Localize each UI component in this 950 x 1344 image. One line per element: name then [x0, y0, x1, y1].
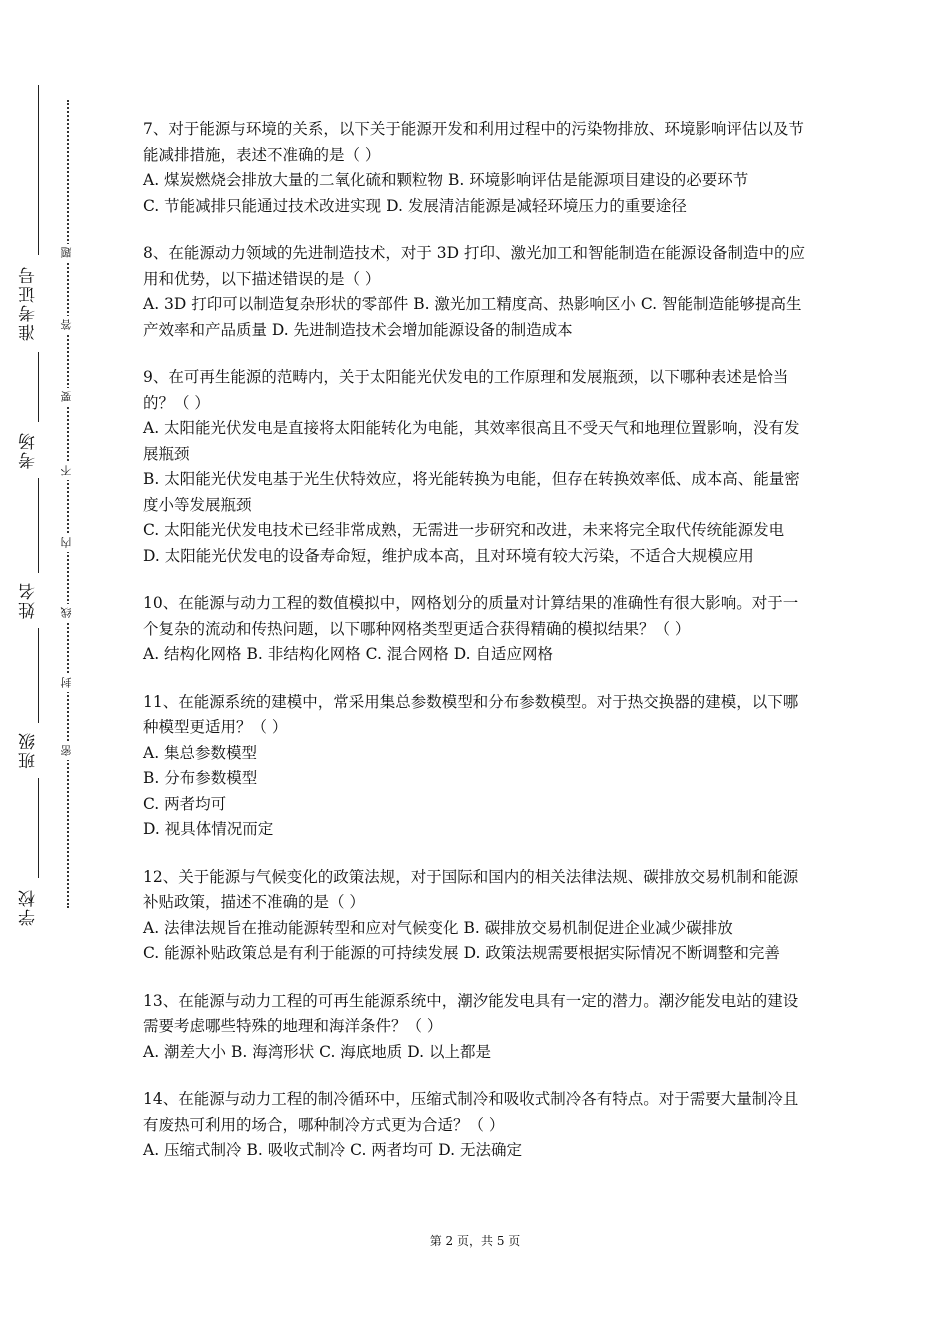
label-exam-room: 考场 — [19, 431, 39, 469]
question-stem: 12、关于能源与气候变化的政策法规，对于国际和国内的相关法律法规、碳排放交易机制和能源补贴政策，描述不准确的是（ ） — [143, 867, 799, 911]
question-stem: 13、在能源与动力工程的可再生能源系统中，潮汐能发电具有一定的潜力。潮汐能发电站的建设需要考虑哪些特殊的地理和海洋条件？（ ） — [143, 991, 799, 1035]
fill-line — [38, 628, 39, 723]
question-option: C. 节能减排只能通过技术改进实现 D. 发展清洁能源是减轻环境压力的重要途径 — [143, 196, 687, 215]
question-option: B. 分布参数模型 — [143, 769, 258, 787]
question-option: D. 太阳能光伏发电的设备寿命短，维护成本高，且对环境有较大污染，不适合大规模应用 — [143, 546, 754, 565]
question-11 — [143, 690, 811, 843]
question-option: C. 能源补贴政策总是有利于能源的可持续发展 D. 政策法规需要根据实际情况不断调整和完善 — [143, 944, 780, 962]
label-name: 姓名 — [19, 581, 39, 619]
fill-line — [38, 85, 39, 255]
page-footer: 第 2 页，共 5 页 — [429, 1234, 521, 1248]
seal-char: 密 — [58, 742, 76, 760]
question-option: A. 太阳能光伏发电是直接将太阳能转化为电能，其效率很高且不受天气和地理位置影响，没有发展瓶颈 — [143, 419, 800, 463]
seal-char: 封 — [58, 674, 76, 692]
question-option: C. 两者均可 — [143, 794, 227, 813]
seal-char: 内 — [58, 534, 76, 552]
question-stem: 11、在能源系统的建模中，常采用集总参数模型和分布参数模型。对于热交换器的建模，以下哪种模型更适用？（ ） — [143, 692, 799, 736]
question-8 — [143, 241, 811, 343]
seal-char: 线 — [58, 604, 76, 622]
question-option: C. 太阳能光伏发电技术已经非常成熟，无需进一步研究和改进，未来将完全取代传统能源发电 — [143, 521, 785, 539]
seal-char: 题 — [58, 244, 76, 262]
question-14 — [143, 1087, 811, 1164]
label-school: 学校 — [19, 888, 39, 926]
seal-char: 答 — [58, 316, 76, 334]
question-option: D. 视具体情况而定 — [143, 820, 274, 838]
fill-line — [38, 778, 39, 878]
question-12 — [143, 865, 811, 967]
question-stem: 9、在可再生能源的范畴内，关于太阳能光伏发电的工作原理和发展瓶颈，以下哪种表述是恰当的？（ ） — [143, 368, 789, 412]
question-option: A. 压缩式制冷 B. 吸收式制冷 C. 两者均可 D. 无法确定 — [143, 1141, 522, 1159]
question-option: A. 集总参数模型 — [143, 743, 258, 762]
label-exam-id: 准考证号 — [19, 265, 39, 341]
question-10 — [143, 591, 811, 668]
question-stem: 10、在能源与动力工程的数值模拟中，网格划分的质量对计算结果的准确性有很大影响。对于一个复杂的流动和传热问题，以下哪种网格类型更适合获得精确的模拟结果？（ ） — [143, 594, 799, 638]
seal-char: 要 — [58, 388, 76, 406]
question-13 — [143, 989, 811, 1066]
question-option: A. 结构化网格 B. 非结构化网格 C. 混合网格 D. 自适应网格 — [143, 645, 553, 663]
question-9 — [143, 365, 811, 569]
question-stem: 7、对于能源与环境的关系，以下关于能源开发和利用过程中的污染物排放、环境影响评估以及节能减排措施，表述不准确的是（ ） — [143, 120, 804, 164]
question-list — [143, 117, 811, 1186]
question-option: A. 3D 打印可以制造复杂形状的零部件 B. 激光加工精度高、热影响区小 C. 智能制造能够提高生产效率和产品质量 D. 先进制造技术会增加能源设备的制造成本 — [143, 295, 802, 339]
question-option: A. 煤炭燃烧会排放大量的二氧化硫和颗粒物 B. 环境影响评估是能源项目建设的必要环节 — [143, 171, 749, 189]
question-option: B. 太阳能光伏发电基于光生伏特效应，将光能转换为电能，但存在转换效率低、成本高、能量密度小等发展瓶颈 — [143, 470, 800, 514]
question-stem: 8、在能源动力领域的先进制造技术，对于 3D 打印、激光加工和智能制造在能源设备制造中的应用和优势，以下描述错误的是（ ） — [143, 244, 806, 288]
seal-dotted-line — [67, 100, 69, 908]
question-7 — [143, 117, 811, 219]
label-class: 班级 — [19, 731, 39, 769]
question-stem: 14、在能源与动力工程的制冷循环中，压缩式制冷和吸收式制冷各有特点。对于需要大量制冷且有废热可利用的场合，哪种制冷方式更为合适？（ ） — [143, 1090, 799, 1134]
seal-char: 不 — [58, 462, 76, 480]
fill-line — [38, 478, 39, 573]
fill-line — [38, 352, 39, 422]
question-option: A. 法律法规旨在推动能源转型和应对气候变化 B. 碳排放交易机制促进企业减少碳排放 — [143, 918, 733, 937]
question-option: A. 潮差大小 B. 海湾形状 C. 海底地质 D. 以上都是 — [143, 1042, 491, 1061]
